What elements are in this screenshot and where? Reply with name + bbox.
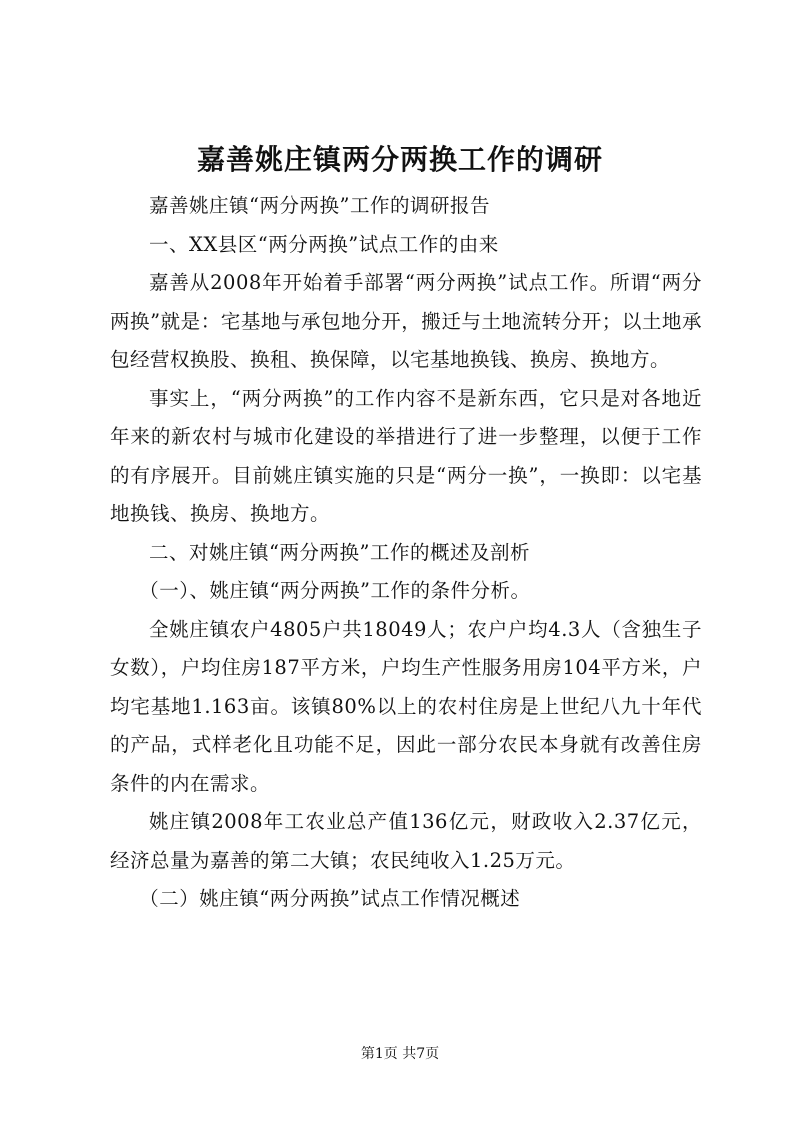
paragraph: 姚庄镇2008年工农业总产值136亿元，财政收入2.37亿元，经济总量为嘉善的第二大镇；农民纯收入1.25万元。 <box>110 810 702 872</box>
paragraph: 嘉善从2008年开始着手部署“两分两换”试点工作。所谓“两分两换”就是：宅基地与承包地分开，搬迁与土地流转分开；以土地承包经营权换股、换租、换保障，以宅基地换钱、换房、换地方。 <box>110 271 702 371</box>
subsection-heading-2: （二）姚庄镇“两分两换”试点工作情况概述 <box>139 887 521 910</box>
subsection-heading-1: （一）、姚庄镇“两分两换”工作的条件分析。 <box>139 579 531 602</box>
document-body <box>110 187 702 919</box>
paragraph: 全姚庄镇农户4805户共18049人；农户户均4.3人（含独生子女数），户均住房187平方米，户均生产性服务用房104平方米，户均宅基地1.163亩。该镇80%以上的农村住房是上世纪八九十年代的产品，式样老化且功能不足，因此一部分农民本身就有改善住房条件的内在需求。 <box>110 617 702 795</box>
page-footer: 第1页 共7页 <box>360 1046 440 1062</box>
section-heading-2: 二、对姚庄镇“两分两换”工作的概述及剖析 <box>149 540 530 564</box>
document-title: 嘉善姚庄镇两分两换工作的调研 <box>196 143 603 176</box>
paragraph: 事实上，“两分两换”的工作内容不是新东西，它只是对各地近年来的新农村与城市化建设的举措进行了进一步整理，以便于工作的有序展开。目前姚庄镇实施的只是“两分一换”，一换即：以宅基地换钱、换房、换地方。 <box>110 386 702 525</box>
paragraph-report-title: 嘉善姚庄镇“两分两换”工作的调研报告 <box>149 194 490 217</box>
section-heading-1: 一、XX县区“两分两换”试点工作的由来 <box>149 232 499 256</box>
